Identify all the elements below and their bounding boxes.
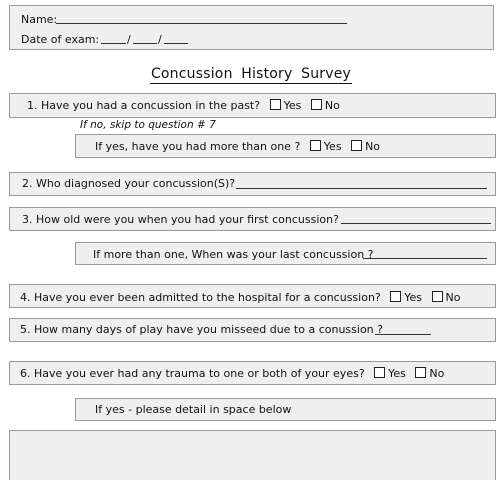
q1b-no-checkbox[interactable] — [351, 140, 362, 151]
q3-text: 3. How old were you when you had your first concussion? — [22, 213, 339, 226]
name-field[interactable] — [56, 23, 347, 24]
q1-no-label: No — [324, 99, 340, 112]
q1b-text: If yes, have you had more than one ? — [95, 140, 301, 153]
date-month-field[interactable] — [101, 43, 126, 44]
q6-yes-label: Yes — [388, 367, 406, 380]
q6-text: 6. Have you ever had any trauma to one or both of your eyes? — [20, 367, 365, 380]
date-label: Date of exam: — [21, 33, 100, 46]
q4-yes-label: Yes — [404, 291, 423, 304]
q6-yes-checkbox[interactable] — [374, 367, 385, 378]
q3-answer-field[interactable] — [341, 223, 491, 224]
q6-no-label: No — [429, 367, 445, 380]
q2-text: 2. Who diagnosed your concussion(S)? — [22, 177, 236, 190]
q1b-no-label: No — [365, 140, 381, 153]
q1-yes-checkbox[interactable] — [270, 99, 281, 110]
q1-no-checkbox[interactable] — [311, 99, 322, 110]
q1-text: 1. Have you had a concussion in the past? — [27, 99, 261, 112]
q6-row — [20, 367, 444, 380]
q4-row — [20, 291, 461, 304]
date-separator: / — [127, 33, 131, 46]
q4-text: 4. Have you ever been admitted to the hospital for a concussion? — [20, 291, 381, 304]
q1-yes-label: Yes — [283, 99, 302, 112]
q2-answer-field[interactable] — [236, 188, 487, 189]
q3b-text: If more than one, When was your last concussion ? — [93, 248, 374, 261]
date-day-field[interactable] — [133, 43, 157, 44]
q1b-row — [95, 140, 380, 153]
q5-answer-field[interactable] — [375, 334, 431, 335]
detail-textarea[interactable] — [9, 430, 496, 480]
q6b-text: If yes - please detail in space below — [95, 403, 292, 416]
q1-skip-note: If no, skip to question # 7 — [80, 119, 216, 131]
q3b-answer-field[interactable] — [363, 258, 487, 259]
q6-no-checkbox[interactable] — [415, 367, 426, 378]
q4-yes-checkbox[interactable] — [390, 291, 401, 302]
q5-text: 5. How many days of play have you misseed due to a conussion ? — [20, 323, 383, 336]
q4-no-label: No — [445, 291, 461, 304]
date-separator: / — [158, 33, 162, 46]
date-year-field[interactable] — [164, 43, 188, 44]
page-title: Concussion History Survey — [150, 66, 352, 82]
q4-no-checkbox[interactable] — [432, 291, 443, 302]
q1-row — [27, 99, 340, 112]
q1b-yes-checkbox[interactable] — [310, 140, 321, 151]
name-label: Name: — [21, 13, 58, 26]
q1b-yes-label: Yes — [323, 140, 342, 153]
